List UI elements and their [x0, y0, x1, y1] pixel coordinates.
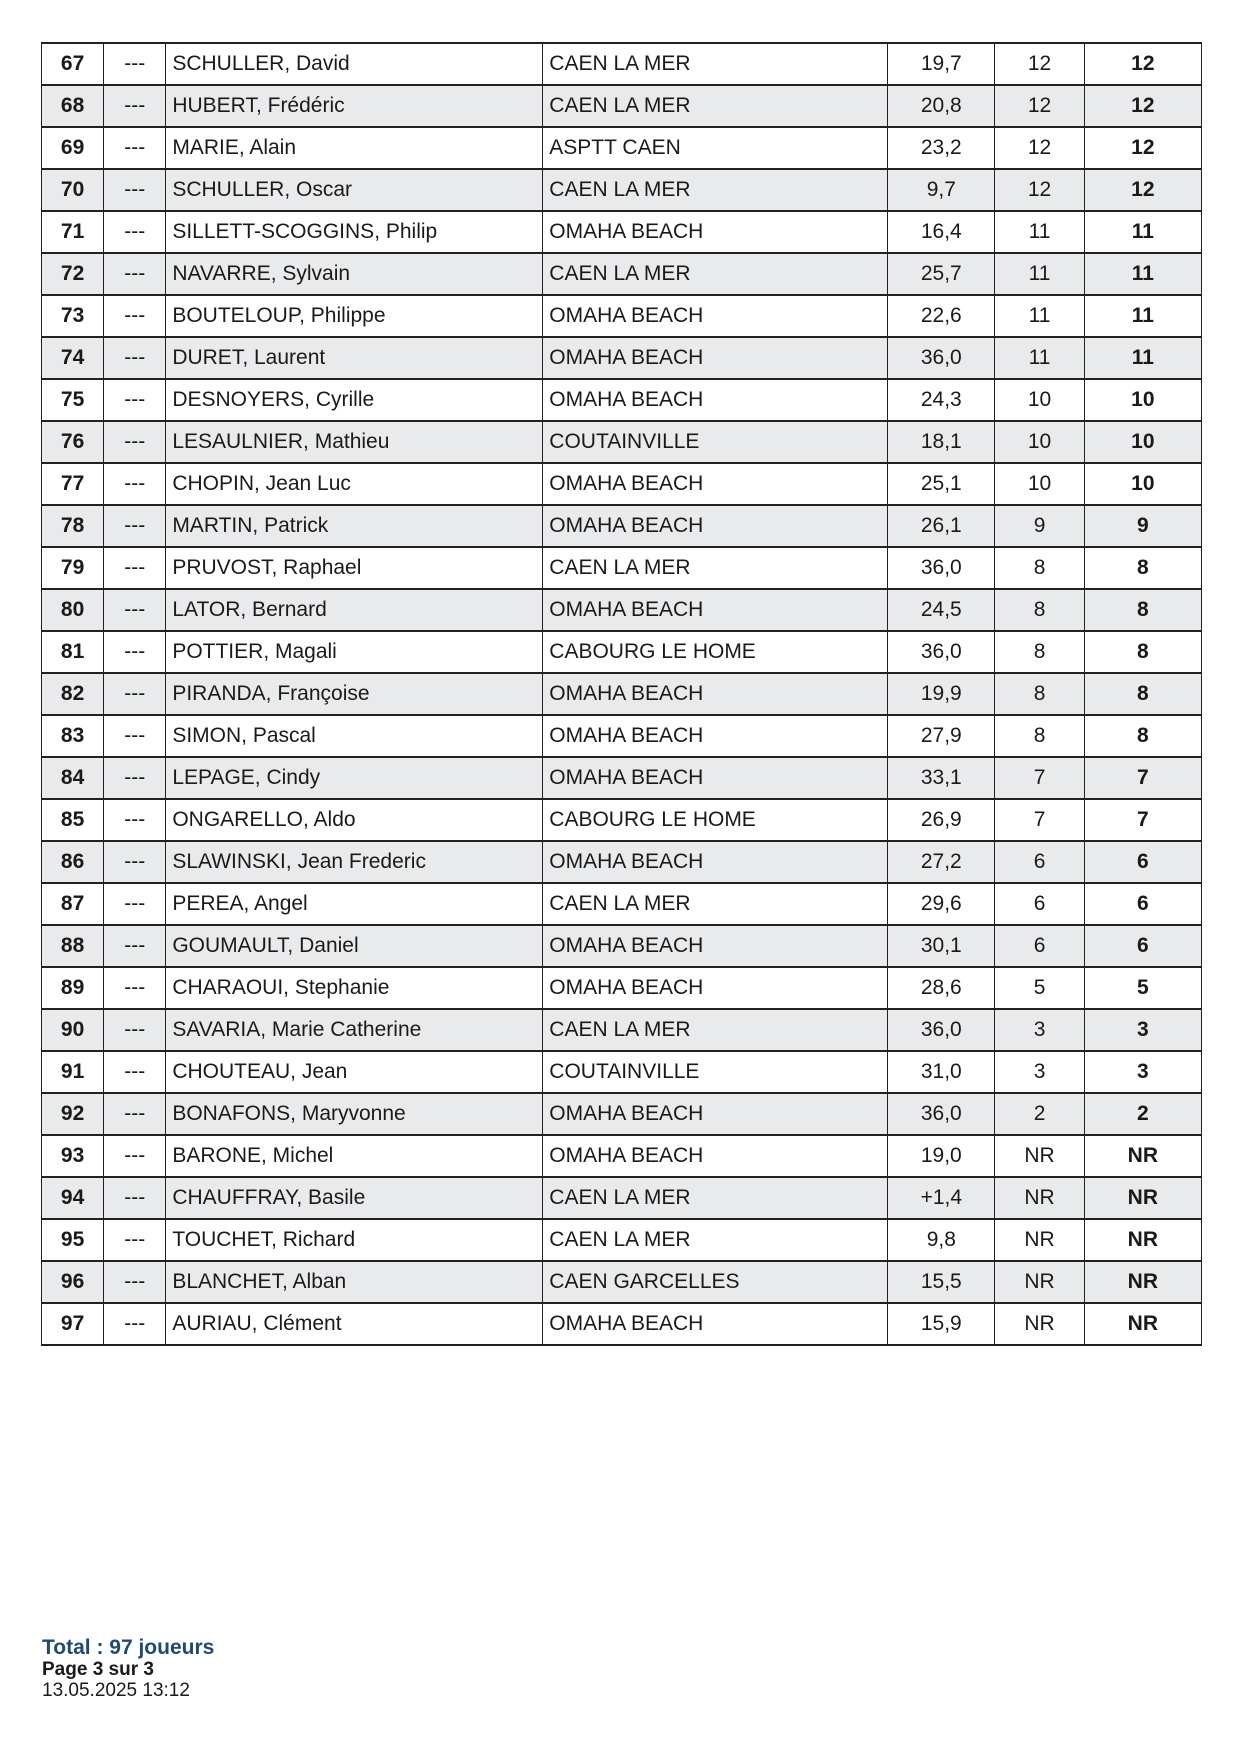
player-name-cell: ONGARELLO, Aldo	[166, 799, 543, 841]
handicap-index-cell: 16,4	[888, 211, 995, 253]
score-cell: 8	[995, 547, 1084, 589]
table-row	[42, 1093, 1202, 1135]
net-score-cell: 6	[1084, 925, 1201, 967]
table-row	[42, 1303, 1202, 1345]
status-cell: ---	[104, 463, 166, 505]
net-score-cell: 10	[1084, 421, 1201, 463]
table-row	[42, 883, 1202, 925]
status-cell: ---	[104, 841, 166, 883]
score-cell: 11	[995, 337, 1084, 379]
status-cell: ---	[104, 1303, 166, 1345]
status-cell: ---	[104, 295, 166, 337]
player-name-cell: BLANCHET, Alban	[166, 1261, 543, 1303]
net-score-cell: 11	[1084, 295, 1201, 337]
table-row	[42, 1009, 1202, 1051]
net-score-cell: NR	[1084, 1261, 1201, 1303]
page-footer	[42, 1636, 214, 1702]
handicap-index-cell: 22,6	[888, 295, 995, 337]
rank-cell: 79	[42, 547, 104, 589]
score-cell: 6	[995, 841, 1084, 883]
status-cell: ---	[104, 715, 166, 757]
rank-cell: 70	[42, 169, 104, 211]
status-cell: ---	[104, 379, 166, 421]
player-name-cell: LESAULNIER, Mathieu	[166, 421, 543, 463]
club-cell: OMAHA BEACH	[543, 925, 888, 967]
player-name-cell: LEPAGE, Cindy	[166, 757, 543, 799]
rank-cell: 75	[42, 379, 104, 421]
table-row	[42, 841, 1202, 883]
club-cell: OMAHA BEACH	[543, 1303, 888, 1345]
player-name-cell: HUBERT, Frédéric	[166, 85, 543, 127]
results-table	[41, 42, 1202, 1346]
club-cell: OMAHA BEACH	[543, 211, 888, 253]
rank-cell: 95	[42, 1219, 104, 1261]
club-cell: OMAHA BEACH	[543, 1135, 888, 1177]
table-row	[42, 169, 1202, 211]
player-name-cell: SCHULLER, David	[166, 43, 543, 85]
rank-cell: 83	[42, 715, 104, 757]
club-cell: CAEN LA MER	[543, 1177, 888, 1219]
score-cell: 3	[995, 1009, 1084, 1051]
handicap-index-cell: 27,2	[888, 841, 995, 883]
rank-cell: 86	[42, 841, 104, 883]
score-cell: 12	[995, 85, 1084, 127]
status-cell: ---	[104, 1135, 166, 1177]
score-cell: NR	[995, 1177, 1084, 1219]
player-name-cell: BOUTELOUP, Philippe	[166, 295, 543, 337]
status-cell: ---	[104, 799, 166, 841]
player-name-cell: GOUMAULT, Daniel	[166, 925, 543, 967]
handicap-index-cell: 36,0	[888, 337, 995, 379]
rank-cell: 81	[42, 631, 104, 673]
net-score-cell: 12	[1084, 85, 1201, 127]
player-name-cell: SIMON, Pascal	[166, 715, 543, 757]
score-cell: 12	[995, 169, 1084, 211]
rank-cell: 91	[42, 1051, 104, 1093]
score-cell: 9	[995, 505, 1084, 547]
net-score-cell: 7	[1084, 757, 1201, 799]
net-score-cell: 5	[1084, 967, 1201, 1009]
handicap-index-cell: 26,1	[888, 505, 995, 547]
club-cell: OMAHA BEACH	[543, 295, 888, 337]
handicap-index-cell: 15,5	[888, 1261, 995, 1303]
table-row	[42, 673, 1202, 715]
table-row	[42, 631, 1202, 673]
handicap-index-cell: 9,8	[888, 1219, 995, 1261]
rank-cell: 82	[42, 673, 104, 715]
handicap-index-cell: 27,9	[888, 715, 995, 757]
net-score-cell: 11	[1084, 337, 1201, 379]
status-cell: ---	[104, 967, 166, 1009]
club-cell: COUTAINVILLE	[543, 421, 888, 463]
status-cell: ---	[104, 1009, 166, 1051]
score-cell: 6	[995, 883, 1084, 925]
net-score-cell: 3	[1084, 1009, 1201, 1051]
handicap-index-cell: 19,9	[888, 673, 995, 715]
status-cell: ---	[104, 169, 166, 211]
table-row	[42, 757, 1202, 799]
score-cell: 12	[995, 127, 1084, 169]
club-cell: OMAHA BEACH	[543, 1093, 888, 1135]
handicap-index-cell: 33,1	[888, 757, 995, 799]
handicap-index-cell: 15,9	[888, 1303, 995, 1345]
table-row	[42, 295, 1202, 337]
status-cell: ---	[104, 883, 166, 925]
club-cell: CAEN LA MER	[543, 85, 888, 127]
score-cell: 10	[995, 463, 1084, 505]
handicap-index-cell: 36,0	[888, 1009, 995, 1051]
status-cell: ---	[104, 589, 166, 631]
status-cell: ---	[104, 43, 166, 85]
rank-cell: 85	[42, 799, 104, 841]
rank-cell: 71	[42, 211, 104, 253]
handicap-index-cell: +1,4	[888, 1177, 995, 1219]
status-cell: ---	[104, 1219, 166, 1261]
net-score-cell: 10	[1084, 379, 1201, 421]
rank-cell: 76	[42, 421, 104, 463]
table-row	[42, 925, 1202, 967]
club-cell: OMAHA BEACH	[543, 505, 888, 547]
table-row	[42, 715, 1202, 757]
rank-cell: 67	[42, 43, 104, 85]
status-cell: ---	[104, 757, 166, 799]
rank-cell: 78	[42, 505, 104, 547]
rank-cell: 97	[42, 1303, 104, 1345]
net-score-cell: NR	[1084, 1219, 1201, 1261]
rank-cell: 69	[42, 127, 104, 169]
status-cell: ---	[104, 1093, 166, 1135]
handicap-index-cell: 25,1	[888, 463, 995, 505]
score-cell: 6	[995, 925, 1084, 967]
print-timestamp: 13.05.2025 13:12	[42, 1680, 190, 1701]
net-score-cell: 6	[1084, 841, 1201, 883]
net-score-cell: 8	[1084, 673, 1201, 715]
score-cell: 8	[995, 589, 1084, 631]
club-cell: OMAHA BEACH	[543, 967, 888, 1009]
table-row	[42, 379, 1202, 421]
table-row	[42, 505, 1202, 547]
status-cell: ---	[104, 1051, 166, 1093]
score-cell: 7	[995, 799, 1084, 841]
player-name-cell: LATOR, Bernard	[166, 589, 543, 631]
total-players: Total : 97 joueurs	[42, 1636, 215, 1659]
table-row	[42, 127, 1202, 169]
handicap-index-cell: 36,0	[888, 631, 995, 673]
net-score-cell: 2	[1084, 1093, 1201, 1135]
score-cell: 8	[995, 715, 1084, 757]
handicap-index-cell: 19,7	[888, 43, 995, 85]
net-score-cell: 3	[1084, 1051, 1201, 1093]
rank-cell: 72	[42, 253, 104, 295]
handicap-index-cell: 28,6	[888, 967, 995, 1009]
player-name-cell: SILLETT-SCOGGINS, Philip	[166, 211, 543, 253]
handicap-index-cell: 29,6	[888, 883, 995, 925]
net-score-cell: NR	[1084, 1303, 1201, 1345]
rank-cell: 96	[42, 1261, 104, 1303]
player-name-cell: MARTIN, Patrick	[166, 505, 543, 547]
status-cell: ---	[104, 127, 166, 169]
handicap-index-cell: 25,7	[888, 253, 995, 295]
net-score-cell: 12	[1084, 43, 1201, 85]
handicap-index-cell: 23,2	[888, 127, 995, 169]
player-name-cell: MARIE, Alain	[166, 127, 543, 169]
handicap-index-cell: 31,0	[888, 1051, 995, 1093]
score-cell: 11	[995, 211, 1084, 253]
status-cell: ---	[104, 211, 166, 253]
net-score-cell: 12	[1084, 169, 1201, 211]
score-cell: 11	[995, 295, 1084, 337]
table-row	[42, 337, 1202, 379]
club-cell: OMAHA BEACH	[543, 757, 888, 799]
player-name-cell: PEREA, Angel	[166, 883, 543, 925]
score-cell: 8	[995, 631, 1084, 673]
rank-cell: 93	[42, 1135, 104, 1177]
net-score-cell: 8	[1084, 631, 1201, 673]
results-table-body	[42, 43, 1202, 1345]
handicap-index-cell: 30,1	[888, 925, 995, 967]
status-cell: ---	[104, 925, 166, 967]
score-cell: 10	[995, 421, 1084, 463]
status-cell: ---	[104, 547, 166, 589]
club-cell: ASPTT CAEN	[543, 127, 888, 169]
player-name-cell: CHAUFFRAY, Basile	[166, 1177, 543, 1219]
club-cell: CABOURG LE HOME	[543, 799, 888, 841]
net-score-cell: NR	[1084, 1177, 1201, 1219]
net-score-cell: NR	[1084, 1135, 1201, 1177]
score-cell: 5	[995, 967, 1084, 1009]
rank-cell: 84	[42, 757, 104, 799]
rank-cell: 92	[42, 1093, 104, 1135]
club-cell: COUTAINVILLE	[543, 1051, 888, 1093]
club-cell: OMAHA BEACH	[543, 379, 888, 421]
rank-cell: 74	[42, 337, 104, 379]
score-cell: 8	[995, 673, 1084, 715]
player-name-cell: SCHULLER, Oscar	[166, 169, 543, 211]
status-cell: ---	[104, 421, 166, 463]
player-name-cell: CHOPIN, Jean Luc	[166, 463, 543, 505]
club-cell: OMAHA BEACH	[543, 841, 888, 883]
club-cell: CAEN GARCELLES	[543, 1261, 888, 1303]
rank-cell: 88	[42, 925, 104, 967]
handicap-index-cell: 19,0	[888, 1135, 995, 1177]
club-cell: CAEN LA MER	[543, 253, 888, 295]
club-cell: OMAHA BEACH	[543, 463, 888, 505]
table-row	[42, 43, 1202, 85]
player-name-cell: AURIAU, Clément	[166, 1303, 543, 1345]
status-cell: ---	[104, 631, 166, 673]
score-cell: 10	[995, 379, 1084, 421]
score-cell: NR	[995, 1261, 1084, 1303]
player-name-cell: PIRANDA, Françoise	[166, 673, 543, 715]
table-row	[42, 463, 1202, 505]
page-number: Page 3 sur 3	[42, 1659, 154, 1680]
club-cell: OMAHA BEACH	[543, 337, 888, 379]
status-cell: ---	[104, 253, 166, 295]
score-cell: 11	[995, 253, 1084, 295]
club-cell: CAEN LA MER	[543, 43, 888, 85]
table-row	[42, 1051, 1202, 1093]
handicap-index-cell: 24,5	[888, 589, 995, 631]
net-score-cell: 7	[1084, 799, 1201, 841]
table-row	[42, 1261, 1202, 1303]
status-cell: ---	[104, 505, 166, 547]
player-name-cell: POTTIER, Magali	[166, 631, 543, 673]
handicap-index-cell: 9,7	[888, 169, 995, 211]
player-name-cell: TOUCHET, Richard	[166, 1219, 543, 1261]
player-name-cell: DURET, Laurent	[166, 337, 543, 379]
table-row	[42, 967, 1202, 1009]
table-row	[42, 547, 1202, 589]
score-cell: 2	[995, 1093, 1084, 1135]
rank-cell: 73	[42, 295, 104, 337]
handicap-index-cell: 18,1	[888, 421, 995, 463]
status-cell: ---	[104, 85, 166, 127]
club-cell: OMAHA BEACH	[543, 589, 888, 631]
table-row	[42, 1177, 1202, 1219]
table-row	[42, 211, 1202, 253]
club-cell: CAEN LA MER	[543, 169, 888, 211]
rank-cell: 94	[42, 1177, 104, 1219]
rank-cell: 90	[42, 1009, 104, 1051]
club-cell: CAEN LA MER	[543, 883, 888, 925]
table-row	[42, 589, 1202, 631]
score-cell: NR	[995, 1219, 1084, 1261]
table-row	[42, 253, 1202, 295]
rank-cell: 77	[42, 463, 104, 505]
net-score-cell: 8	[1084, 547, 1201, 589]
rank-cell: 89	[42, 967, 104, 1009]
rank-cell: 80	[42, 589, 104, 631]
club-cell: CAEN LA MER	[543, 547, 888, 589]
score-cell: 12	[995, 43, 1084, 85]
net-score-cell: 11	[1084, 253, 1201, 295]
net-score-cell: 6	[1084, 883, 1201, 925]
table-row	[42, 421, 1202, 463]
player-name-cell: DESNOYERS, Cyrille	[166, 379, 543, 421]
player-name-cell: CHARAOUI, Stephanie	[166, 967, 543, 1009]
net-score-cell: 9	[1084, 505, 1201, 547]
net-score-cell: 10	[1084, 463, 1201, 505]
player-name-cell: PRUVOST, Raphael	[166, 547, 543, 589]
status-cell: ---	[104, 673, 166, 715]
handicap-index-cell: 26,9	[888, 799, 995, 841]
player-name-cell: BONAFONS, Maryvonne	[166, 1093, 543, 1135]
club-cell: OMAHA BEACH	[543, 715, 888, 757]
player-name-cell: SAVARIA, Marie Catherine	[166, 1009, 543, 1051]
player-name-cell: NAVARRE, Sylvain	[166, 253, 543, 295]
table-row	[42, 799, 1202, 841]
rank-cell: 68	[42, 85, 104, 127]
net-score-cell: 11	[1084, 211, 1201, 253]
net-score-cell: 12	[1084, 127, 1201, 169]
net-score-cell: 8	[1084, 589, 1201, 631]
handicap-index-cell: 20,8	[888, 85, 995, 127]
club-cell: OMAHA BEACH	[543, 673, 888, 715]
player-name-cell: BARONE, Michel	[166, 1135, 543, 1177]
table-row	[42, 1135, 1202, 1177]
score-cell: NR	[995, 1303, 1084, 1345]
score-cell: 7	[995, 757, 1084, 799]
handicap-index-cell: 24,3	[888, 379, 995, 421]
club-cell: CABOURG LE HOME	[543, 631, 888, 673]
status-cell: ---	[104, 1177, 166, 1219]
handicap-index-cell: 36,0	[888, 1093, 995, 1135]
net-score-cell: 8	[1084, 715, 1201, 757]
handicap-index-cell: 36,0	[888, 547, 995, 589]
rank-cell: 87	[42, 883, 104, 925]
status-cell: ---	[104, 1261, 166, 1303]
club-cell: CAEN LA MER	[543, 1009, 888, 1051]
score-cell: 3	[995, 1051, 1084, 1093]
status-cell: ---	[104, 337, 166, 379]
player-name-cell: CHOUTEAU, Jean	[166, 1051, 543, 1093]
table-row	[42, 85, 1202, 127]
score-cell: NR	[995, 1135, 1084, 1177]
club-cell: CAEN LA MER	[543, 1219, 888, 1261]
table-row	[42, 1219, 1202, 1261]
player-name-cell: SLAWINSKI, Jean Frederic	[166, 841, 543, 883]
